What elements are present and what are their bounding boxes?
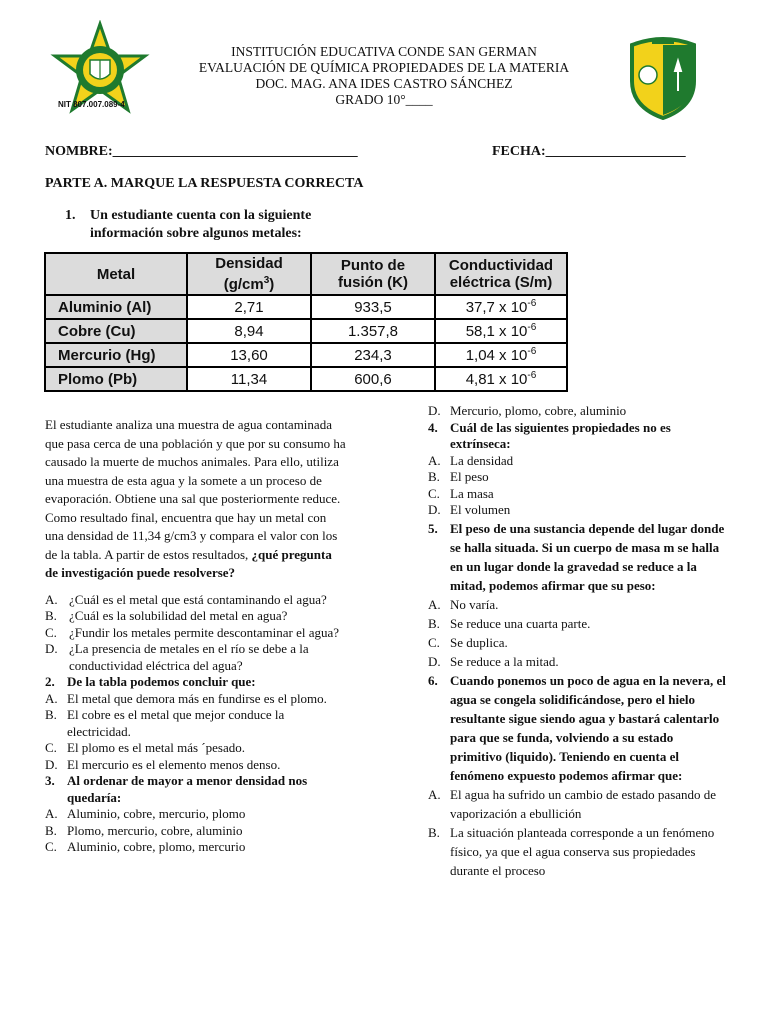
scenario-question: ¿qué pregunta de investigación puede resolverse? [45,546,332,580]
header-line-grade: GRADO 10°____ [335,92,433,107]
nit-text: NIT 807.007.089-4 [58,100,125,109]
header-line-institution: INSTITUCIÓN EDUCATIVA CONDE SAN GERMAN [231,44,537,59]
part-a-heading: PARTE A. MARQUE LA RESPUESTA CORRECTA [45,176,364,191]
table-row [45,295,567,319]
cell-melting: 600,6 [311,367,435,391]
cell-metal: Mercurio (Hg) [45,343,187,367]
cell-metal: Aluminio (Al) [45,295,187,319]
cell-density: 13,60 [187,343,311,367]
answer-option[interactable]: B. El cobre es el metal que mejor conduce la electricidad. [45,707,285,739]
table-row [45,343,567,367]
question-6: 6. Cuando ponemos un poco de agua en la nevera, el agua se congela solidificándose, pero el hielo resultante sigue siendo agua y bastará calentarlo para que se funda, volviendo a su estado primitivo (liquido). Teniendo en cuenta el fenómeno expuesto podemos afirmar que: [428,672,726,783]
cell-metal: Cobre (Cu) [45,319,187,343]
answer-option[interactable]: A. Aluminio, cobre, mercurio, plomo [45,806,246,821]
col-header-density: Densidad $(g/cm^3)$ [187,253,311,295]
answer-option[interactable]: C. El plomo es el metal más ´pesado. [45,740,245,755]
answer-option[interactable]: B. El peso [428,469,489,484]
question-3: 3. Al ordenar de mayor a menor densidad nos quedaría: [45,773,308,805]
answer-option[interactable]: A. No varía. [428,596,499,612]
answer-option[interactable]: A. El agua ha sufrido un cambio de estado pasando de vaporización a ebullición [428,786,717,821]
left-column [45,416,347,856]
answer-option[interactable]: B. La situación planteada corresponde a un fenómeno físico, ya que el agua conserva sus propiedades durante el proceso [428,824,715,878]
table-row [45,367,567,391]
question-2: 2. De la tabla podemos concluir que: [45,674,256,689]
answer-option[interactable]: D. El volumen [428,502,511,517]
cell-conductivity: 4,81 x $10^{-6}$ [435,367,567,391]
answer-option[interactable]: C. La masa [428,485,494,501]
answer-option[interactable]: D. El mercurio es el elemento menos denso. [45,756,281,772]
cell-density: 8,94 [187,319,311,343]
question-4: 4. Cuál de las siguientes propiedades no es extrínseca: [428,419,671,451]
answer-option[interactable]: D. Se reduce a la mitad. [428,653,559,669]
answer-option[interactable]: A. El metal que demora más en fundirse es el plomo. [45,690,327,706]
header-line-teacher: DOC. MAG. ANA IDES CASTRO SÁNCHEZ [255,76,513,91]
answer-option[interactable]: B. Plomo, mercurio, cobre, aluminio [45,822,243,838]
cell-melting: 234,3 [311,343,435,367]
cell-density: 2,71 [187,295,311,319]
cell-density: 11,34 [187,367,311,391]
col-header-metal: Metal [45,253,187,295]
answer-option[interactable]: A. La densidad [428,452,514,468]
answer-option[interactable]: D. Mercurio, plomo, cobre, aluminio [428,403,627,418]
cell-melting: 933,5 [311,295,435,319]
cell-conductivity: 37,7 x $10^{-6}$ [435,295,567,319]
document-header [150,44,618,108]
answer-option[interactable]: D. ¿La presencia de metales en el río se debe a la conductividad eléctrica del agua? [45,641,309,673]
question-5: 5. El peso de una sustancia depende del lugar donde se halla situada. Si un cuerpo de masa m se halla en un lugar donde la gravedad se reduce a la mitad, podemos afirmar que su peso: [428,520,725,593]
school-shield-right-logo [624,35,702,120]
scenario-text: El estudiante analiza una muestra de agua contaminada que pasa cerca de una población y que por su consumo ha causado la muerte de muchos animales. Para ello, utiliza una muestra de esta agua y la somete a un proceso de evaporación. Obtiene una sal que posteriormente reduce. Como resultado final, encuentra que hay un metal con una densidad de 11,34 g/cm3 y compara el valor con los de la tabla. A partir de estos resultados, [45,417,346,562]
answer-option[interactable]: C. ¿Fundir los metales permite descontaminar el agua? [45,624,340,640]
cell-melting: 1.357,8 [311,319,435,343]
name-field[interactable]: NOMBRE:___________________________________ [45,144,358,159]
question-text: Un estudiante cuenta con la siguiente información sobre algunos metales: [90,208,312,241]
question-1 [65,207,365,243]
answer-option[interactable]: A. ¿Cuál es el metal que está contaminando el agua? [45,591,327,607]
answer-option[interactable]: C. Aluminio, cobre, plomo, mercurio [45,839,246,854]
metals-table [44,252,568,392]
answer-option[interactable]: C. Se duplica. [428,634,508,650]
cell-conductivity: 58,1 x $10^{-6}$ [435,319,567,343]
header-line-evaluation: EVALUACIÓN DE QUÍMICA PROPIEDADES DE LA MATERIA [198,60,570,75]
right-column [428,403,728,880]
answer-option[interactable]: B. ¿Cuál es la solubilidad del metal en agua? [45,608,288,623]
table-header-row [45,253,567,295]
table-row [45,319,567,343]
date-field[interactable]: FECHA:____________________ [492,144,686,159]
cell-conductivity: 1,04 x $10^{-6}$ [435,343,567,367]
col-header-conductivity: Conductividad eléctrica (S/m) [435,253,567,295]
question-number: 1. [65,208,76,223]
cell-metal: Plomo (Pb) [45,367,187,391]
col-header-melting: Punto de fusión (K) [311,253,435,295]
answer-option[interactable]: B. Se reduce una cuarta parte. [428,615,591,631]
scenario-paragraph [45,416,347,583]
